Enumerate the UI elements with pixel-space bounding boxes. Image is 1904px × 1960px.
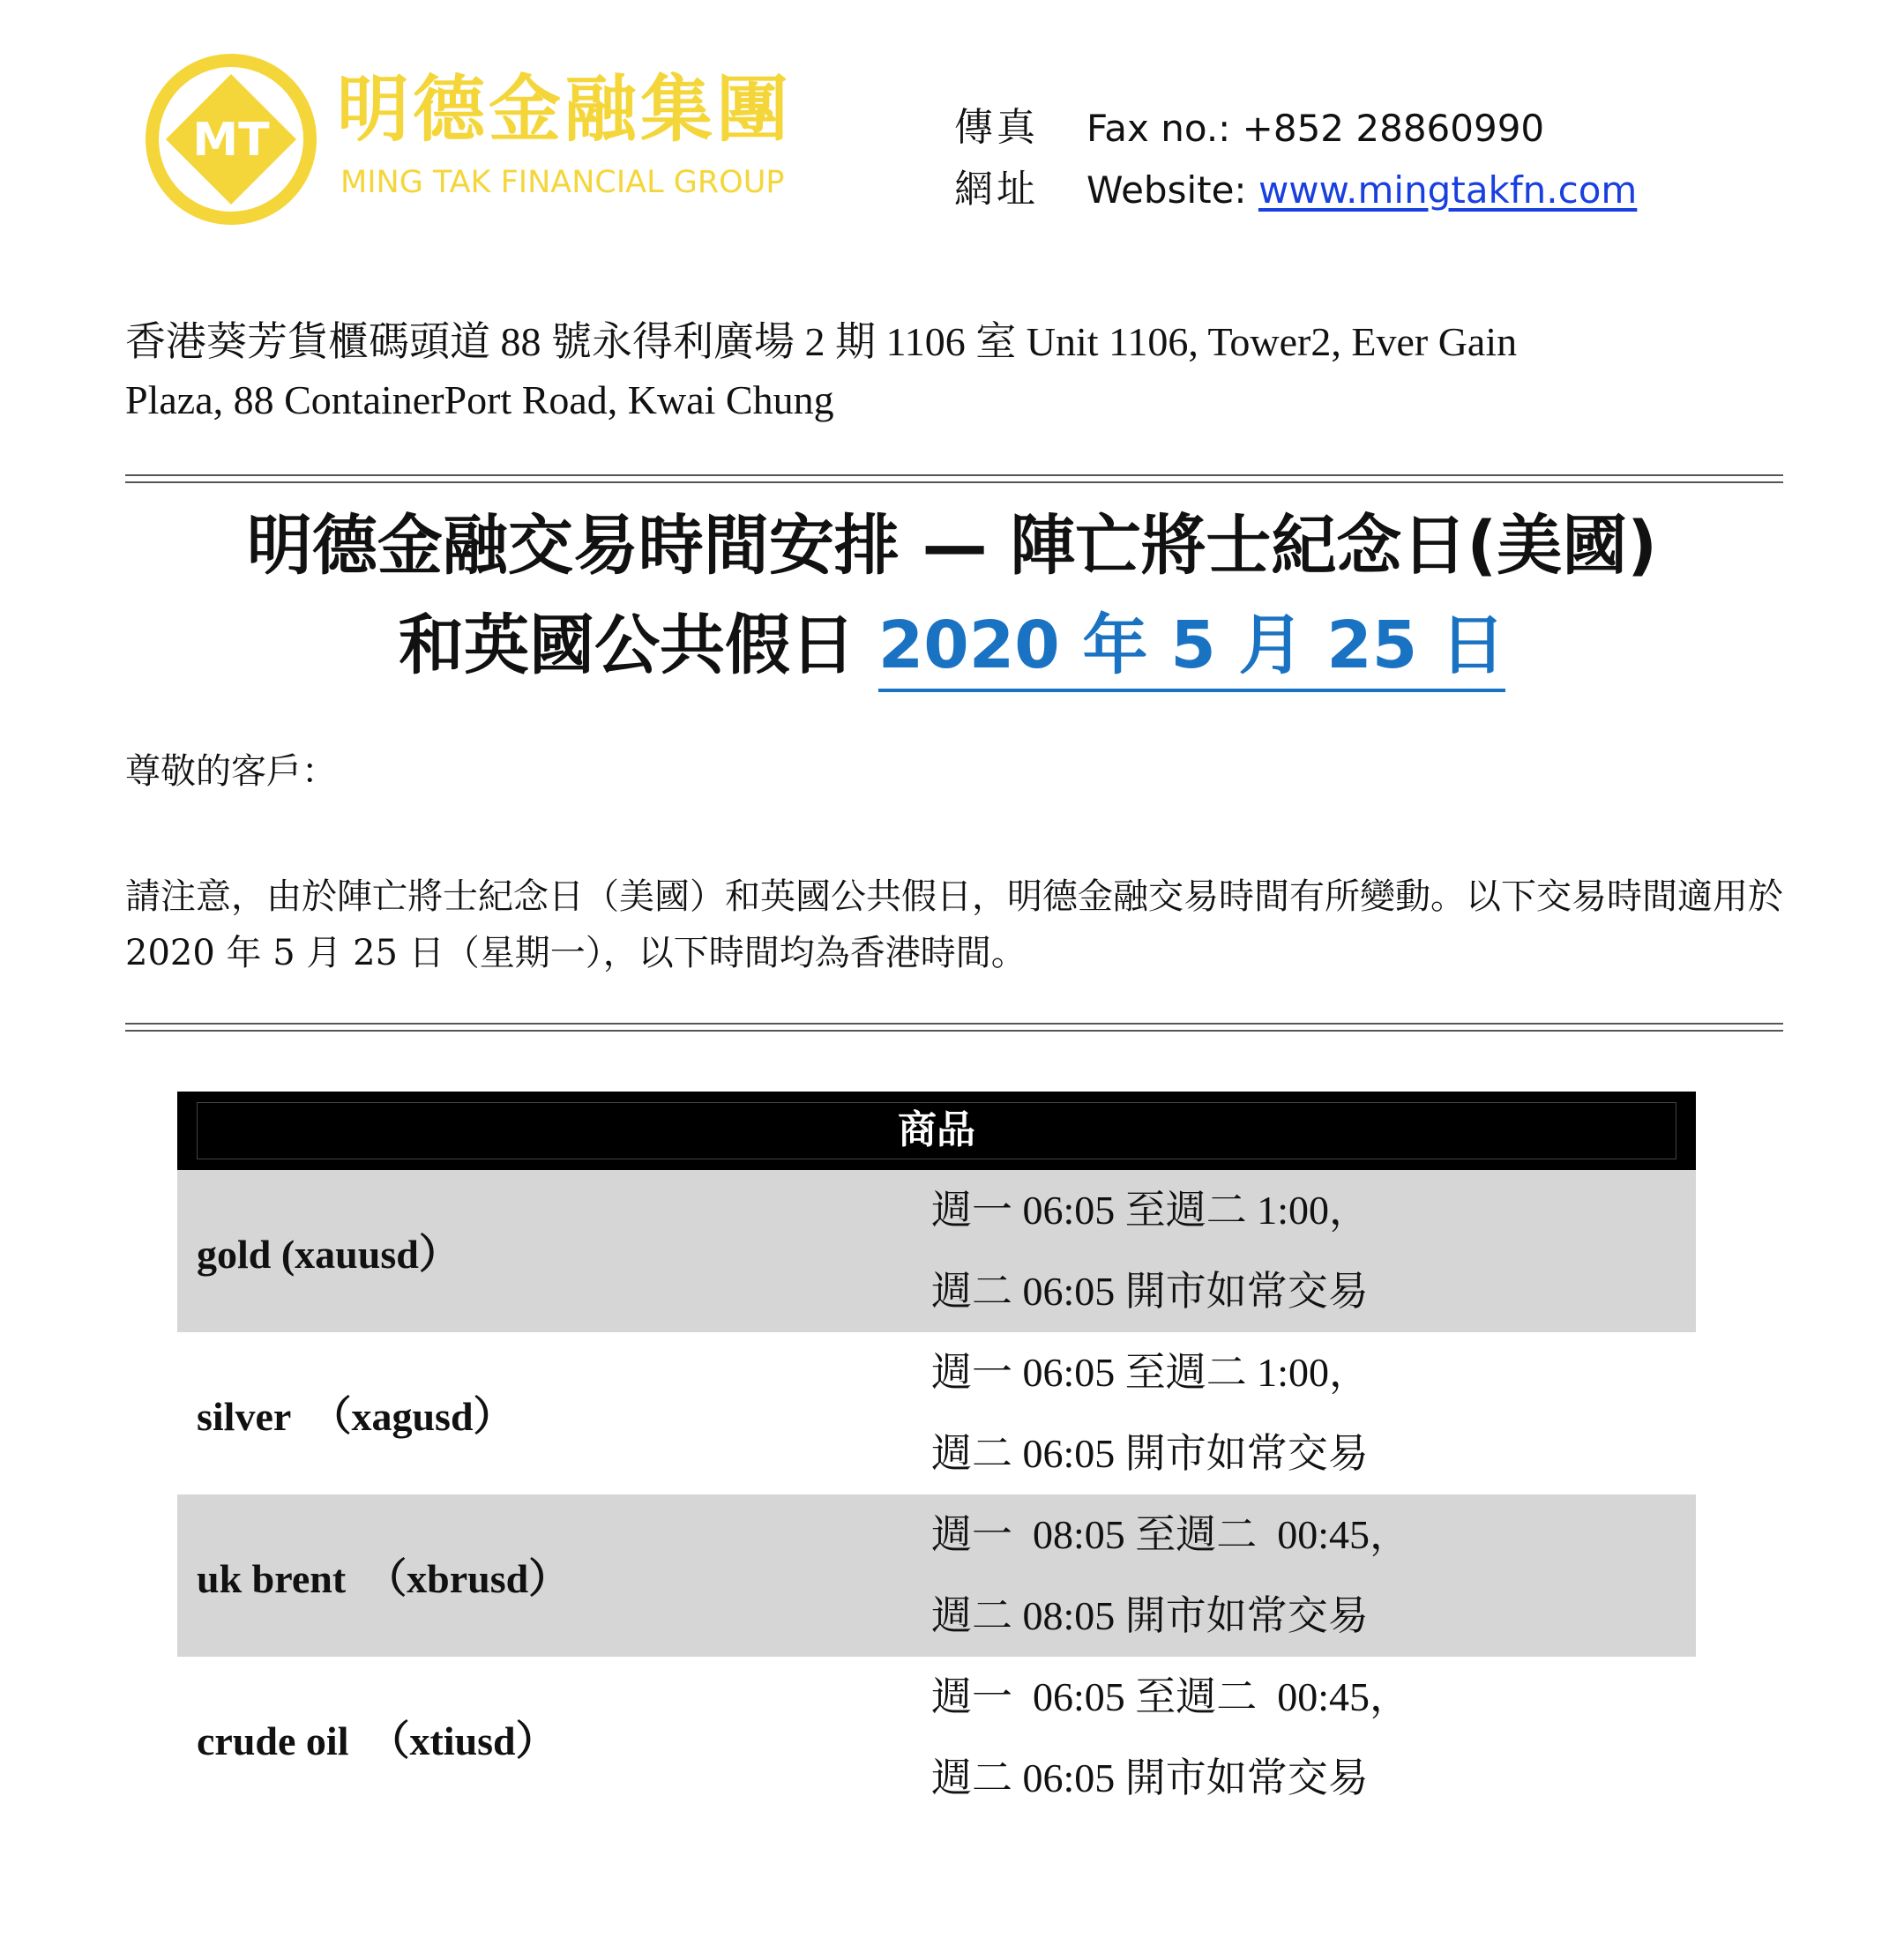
mt-logo-icon bbox=[143, 51, 319, 227]
company-name-cn: 明德金融集團 bbox=[337, 68, 793, 152]
salutation: 尊敬的客戶： bbox=[125, 751, 337, 792]
table-header-label: 商品 bbox=[898, 1107, 975, 1152]
fax-value: Fax no.: +852 28860990 bbox=[1086, 107, 1545, 150]
trading-hours-line-2: 週二 06:05 開市如常交易 bbox=[931, 1431, 1369, 1476]
product-name: uk brent （xbrusd） bbox=[197, 1556, 570, 1601]
page-title-line-1: 明德金融交易時間安排 — 陣亡將士紀念日(美國) bbox=[246, 508, 1658, 584]
page-title-date: 2020 年 5 月 25 日 bbox=[878, 607, 1505, 692]
divider-top bbox=[125, 474, 1783, 483]
product-name: silver （xagusd） bbox=[197, 1394, 514, 1439]
company-name-en: MING TAK FINANCIAL GROUP bbox=[340, 165, 785, 200]
trading-hours bbox=[931, 1332, 1370, 1494]
website-line bbox=[1086, 168, 1638, 212]
notice-paragraph: 請注意，由於陣亡將士紀念日（美國）和英國公共假日，明德金融交易時間有所變動。以下交易時間適用於 2020 年 5 月 25 日（星期一），以下時間均為香港時間。 bbox=[125, 876, 1783, 973]
trading-hours bbox=[931, 1494, 1410, 1657]
page-title-holiday: 和英國公共假日 bbox=[398, 607, 855, 683]
fax-label: 傳真 bbox=[954, 105, 1039, 150]
trading-hours-table bbox=[177, 1092, 1696, 1819]
address bbox=[125, 313, 1801, 429]
trading-hours bbox=[931, 1170, 1370, 1332]
trading-hours-line-2: 週二 08:05 開市如常交易 bbox=[931, 1593, 1369, 1638]
page-title-line-2 bbox=[0, 607, 1904, 683]
address-line-2: Plaza, 88 ContainerPort Road, Kwai Chung bbox=[125, 377, 834, 422]
product-name: gold (xauusd） bbox=[197, 1232, 459, 1277]
address-line-1: 香港葵芳貨櫃碼頭道 88 號永得利廣場 2 期 1106 室 Unit 1106, Tower2, Ever Gain bbox=[125, 319, 1518, 364]
trading-hours-line-1: 週一 08:05 至週二 00:45， bbox=[931, 1512, 1411, 1557]
table-row bbox=[177, 1170, 1696, 1332]
divider-bottom bbox=[125, 1023, 1783, 1032]
website-link[interactable]: www.mingtakfn.com bbox=[1258, 168, 1638, 212]
logo-badge-text: MT bbox=[192, 114, 270, 167]
trading-hours-line-1: 週一 06:05 至週二 00:45， bbox=[931, 1674, 1411, 1719]
website-label: 網址 bbox=[954, 167, 1039, 212]
trading-hours-line-1: 週一 06:05 至週二 1:00， bbox=[931, 1188, 1370, 1233]
table-header bbox=[177, 1092, 1696, 1170]
table-row bbox=[177, 1657, 1696, 1819]
trading-hours bbox=[931, 1657, 1410, 1819]
trading-hours-line-2: 週二 06:05 開市如常交易 bbox=[931, 1269, 1369, 1314]
website-prefix: Website: bbox=[1086, 168, 1258, 212]
trading-hours-line-2: 週二 06:05 開市如常交易 bbox=[931, 1755, 1369, 1800]
product-name: crude oil （xtiusd） bbox=[197, 1718, 556, 1763]
table-row bbox=[177, 1332, 1696, 1494]
table-row bbox=[177, 1494, 1696, 1657]
trading-hours-line-1: 週一 06:05 至週二 1:00， bbox=[931, 1350, 1370, 1395]
